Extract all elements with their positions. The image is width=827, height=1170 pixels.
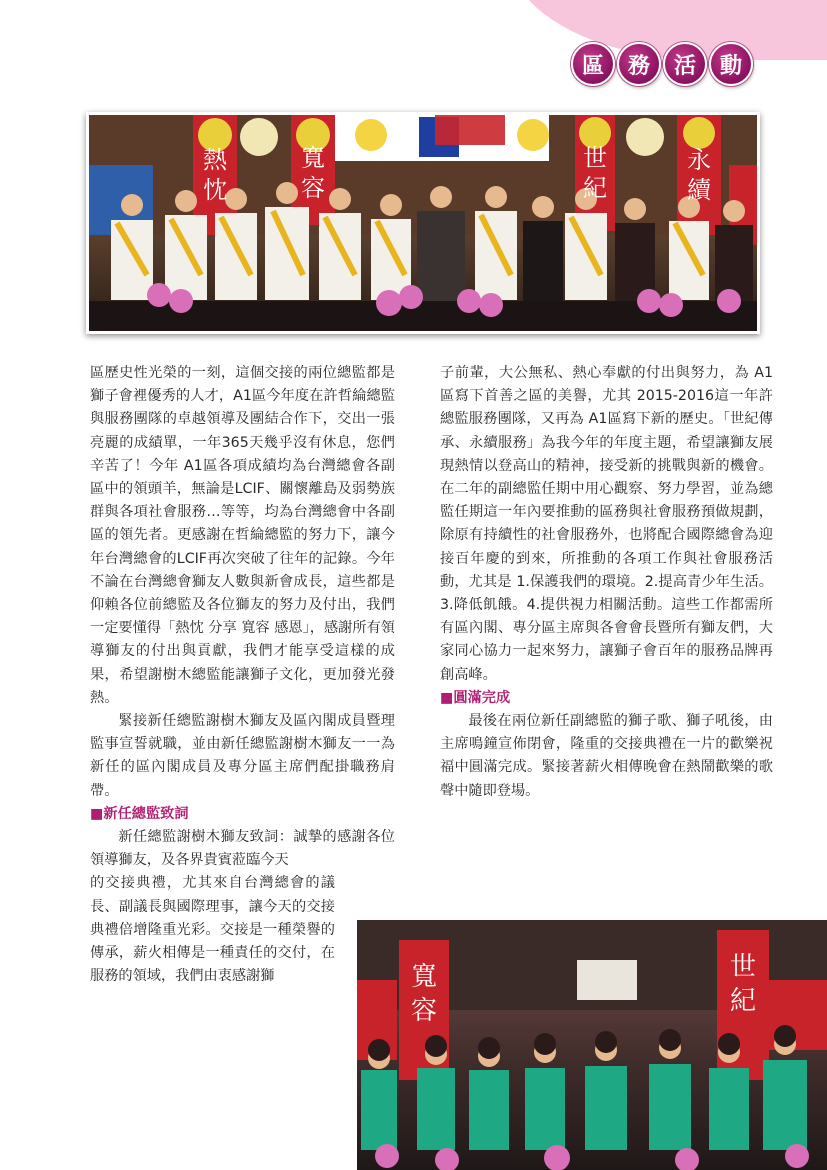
banner-char: 紀 [729, 986, 756, 1016]
paragraph: 子前輩，大公無私、熱心奉獻的付出與努力，為 A1區寫下首善之區的美譽，尤其 2015-2016這一年許總監服務團隊，又再為 A1區寫下新的歷史。「世紀傳承、永續服務」為我今年的年度主題，希望讓獅友展現熱情以登高山的精神，接受新的挑戰與新的機會。在二年的副總監任期中用心觀察、努力學習，並為總監任期這一年內要推動的區務與社會服務預做規劃，除原有持續性的社會服務外，也將配合國際總會為迎接百年慶的到來，所推動的各項工作與社會服務活動，尤其是 1.保護我們的環境。2.提高青少年生活。3.降低飢餓。4.提供視力相關活動。這些工作都需所有區內閣、專分區主席與各會會長暨所有獅友們，大家同心協力一起來努力，讓獅子會百年的服務品牌再創高峰。 [440, 365, 773, 683]
paragraph: 的交接典禮，尤其來自台灣總會的議長、副議長與國際理事，讓今天的交接典禮倍增隆重光彩。交接是一種榮譽的傳承，薪火相傳是一種責任的交付，在服務的領域，我們由衷感謝獅 [90, 875, 335, 985]
singing-performance-photo [357, 920, 827, 1170]
banner-text-center [293, 143, 333, 203]
banner-char: 永 [687, 146, 711, 174]
paragraph: 緊接新任總監謝樹木獅友及區內閣成員暨理監事宣誓就職，並由新任總監謝樹木獅友一一為新任的區內閣成員及專分區主席們配掛職務肩帶。 [90, 713, 395, 799]
banner-char: 忱 [203, 176, 227, 204]
banner-text-left [195, 145, 235, 205]
left-text-column [90, 362, 395, 988]
section-title-char: 動 [709, 42, 753, 86]
banner-char: 世 [583, 144, 607, 172]
banner-char: 寬 [301, 144, 325, 172]
ceremony-stage-photo [86, 112, 760, 334]
section-title-char: 務 [617, 42, 661, 86]
banner-text-right [575, 143, 615, 203]
banner-text-far-right [679, 145, 719, 205]
banner-char: 熱 [203, 146, 227, 174]
banner-char: 紀 [583, 174, 607, 202]
section-title-char: 活 [663, 42, 707, 86]
paragraph: 最後在兩位新任副總監的獅子歌、獅子吼後，由主席鳴鐘宣佈閉會，隆重的交接典禮在一片的歡樂祝福中圓滿完成。緊接著薪火相傳晚會在熱鬧歡樂的歌聲中隨即登場。 [440, 713, 773, 799]
section-title-char: 區 [571, 42, 615, 86]
banner-char: 容 [410, 996, 437, 1026]
banner-char: 續 [687, 176, 711, 204]
paragraph: 新任總監謝樹木獅友致詞：誠摯的感謝各位領導獅友，及各界貴賓蒞臨今天 [90, 829, 395, 869]
banner-char: 寬 [410, 962, 437, 992]
banner-text-right [719, 950, 767, 1018]
banner-char: 世 [729, 952, 756, 982]
subheading-completion: ■圓滿完成 [440, 689, 511, 706]
section-title [571, 42, 753, 86]
right-text-column [440, 362, 773, 803]
banner-text-left [401, 960, 447, 1028]
banner-char: 容 [301, 174, 325, 202]
subheading-new-governor-speech: ■新任總監致詞 [90, 805, 189, 822]
paragraph: 區歷史性光榮的一刻，這個交接的兩位總監都是獅子會裡優秀的人才，A1區今年度在許哲綸總監與服務團隊的卓越領導及團結合作下，交出一張亮麗的成績單，一年365天幾乎沒有休息，您們辛苦了！今年 A1區各項成績均為台灣總會各副區中的領頭羊，無論是LCIF、關懷離島及弱勢族群與各項社會服務…等等，均為台灣總會中各副區的領先者。更感謝在哲綸總監的努力下，讓今年台灣總會的LCIF再次突破了往年的記錄。今年不論在台灣總會獅友人數與新會成長，這些都是仰賴各位前總監及各位獅友的努力及付出，我們一定要懂得「熱忱 分享 寬容 感恩」，感謝所有領導獅友的付出與貢獻，我們才能享受這樣的成果，希望謝樹木總監能讓獅子文化，更加發光發熱。 [90, 365, 395, 706]
